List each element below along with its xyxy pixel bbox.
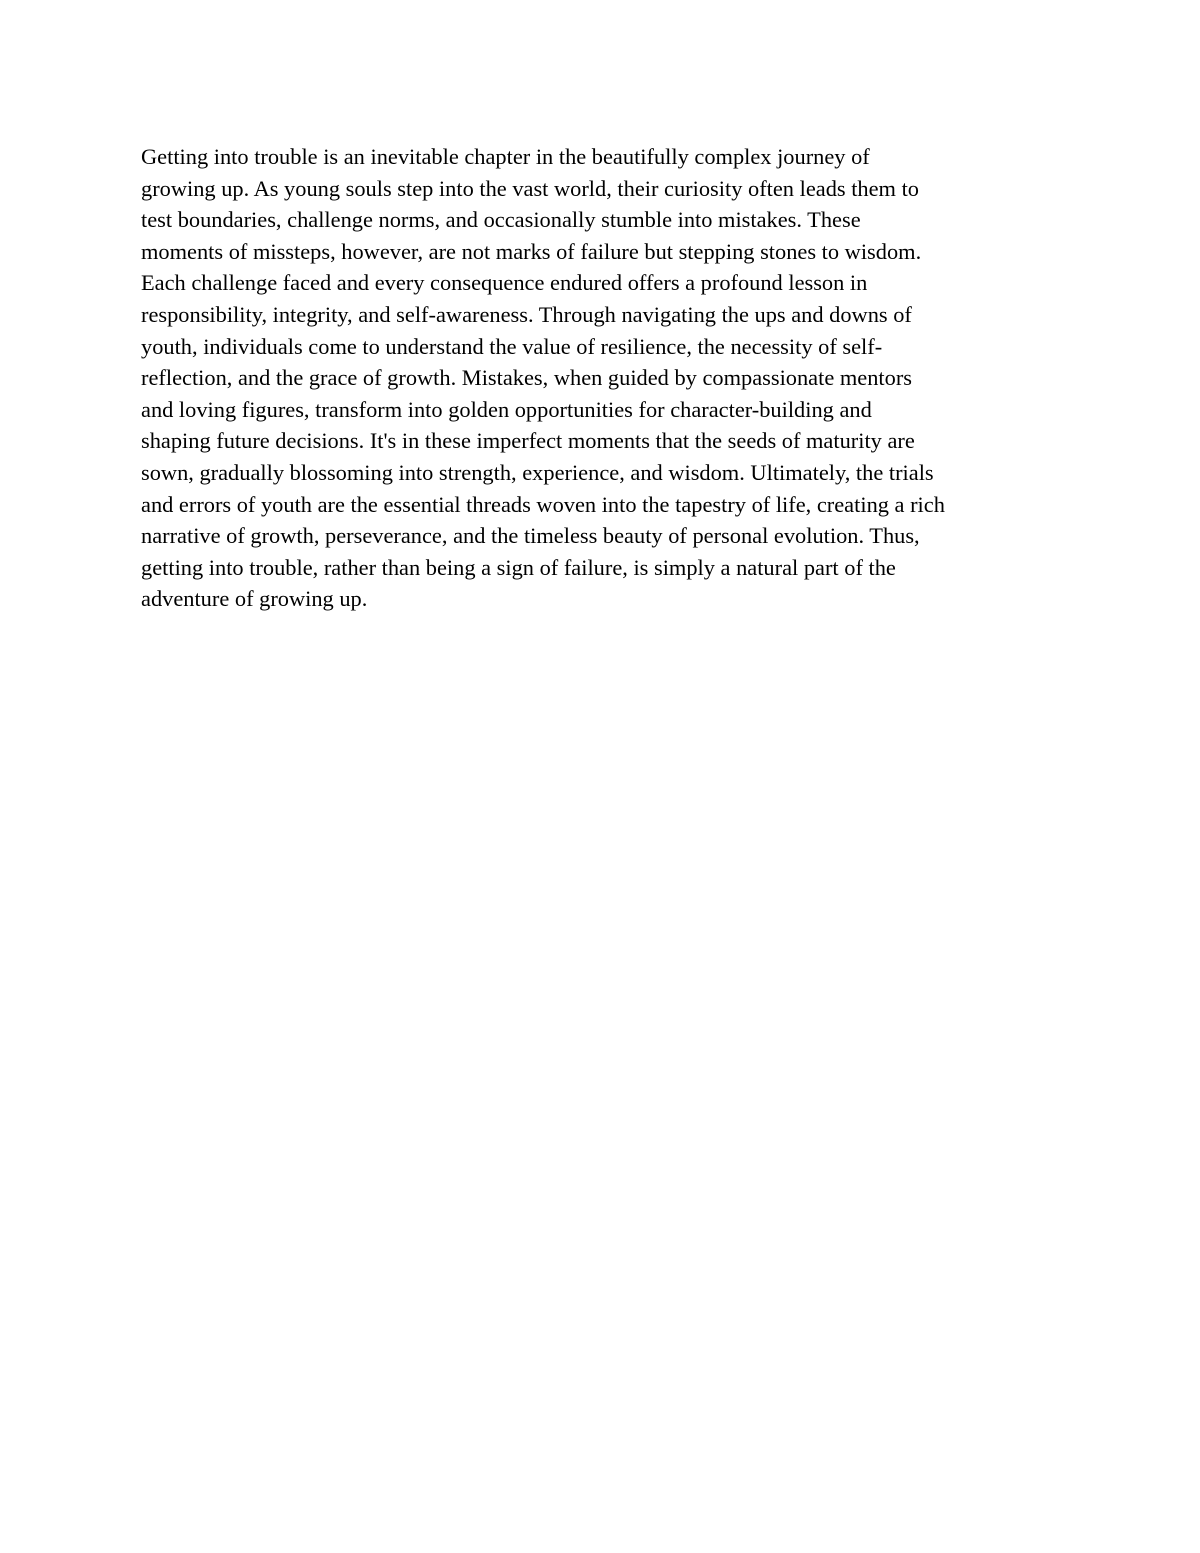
paragraph-line: narrative of growth, perseverance, and the timeless beauty of personal evolution. Thus,	[141, 523, 920, 549]
body-paragraph	[141, 141, 1071, 615]
paragraph-line: responsibility, integrity, and self-awareness. Through navigating the ups and downs of	[141, 301, 912, 327]
paragraph-line: adventure of growing up.	[141, 586, 368, 612]
paragraph-line: Each challenge faced and every consequence endured offers a profound lesson in	[141, 270, 868, 296]
paragraph-line: growing up. As young souls step into the vast world, their curiosity often leads them to	[141, 175, 919, 201]
paragraph-line: getting into trouble, rather than being a sign of failure, is simply a natural part of the	[141, 554, 896, 580]
paragraph-line: moments of missteps, however, are not marks of failure but stepping stones to wisdom.	[141, 238, 922, 264]
paragraph-line: sown, gradually blossoming into strength, experience, and wisdom. Ultimately, the trials	[141, 459, 934, 485]
paragraph-line: test boundaries, challenge norms, and occasionally stumble into mistakes. These	[141, 207, 861, 233]
paragraph-line: Getting into trouble is an inevitable chapter in the beautifully complex journey of	[141, 144, 870, 169]
paragraph-line: and errors of youth are the essential threads woven into the tapestry of life, creating a rich	[141, 491, 945, 517]
paragraph-line: and loving figures, transform into golden opportunities for character-building and	[141, 396, 872, 422]
paragraph-line: shaping future decisions. It's in these imperfect moments that the seeds of maturity are	[141, 428, 915, 454]
paragraph-line: youth, individuals come to understand the value of resilience, the necessity of self-	[141, 333, 883, 359]
paragraph-line: reflection, and the grace of growth. Mistakes, when guided by compassionate mentors	[141, 365, 913, 391]
